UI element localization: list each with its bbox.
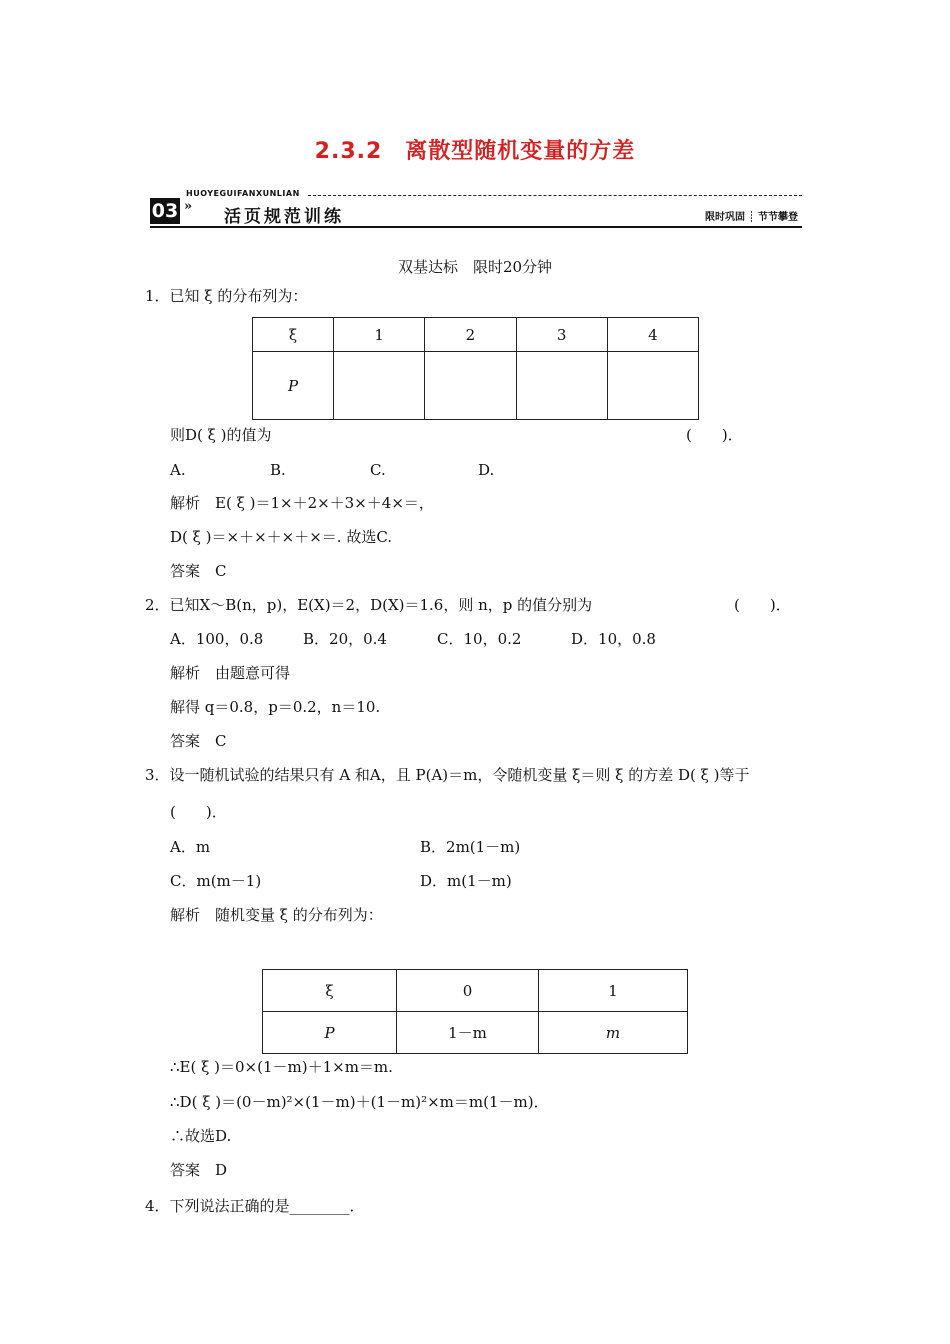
table-cell: 3 — [516, 318, 607, 352]
banner-heading: 活页规范训练 — [224, 207, 344, 227]
q3-solution-expectation: ∴E( ξ )＝0×(1－m)＋1×m＝m. — [170, 1058, 393, 1076]
banner-pinyin: HUOYEGUIFANXUNLIAN — [186, 189, 300, 198]
table-cell: m — [539, 1012, 688, 1054]
banner-tagline: 限时巩固 ┊ 节节攀登 — [705, 212, 798, 223]
table-cell: 1 — [539, 970, 688, 1012]
q1-answer: 答案 C — [170, 562, 227, 580]
q1-solution-line1: 解析 E( ξ )＝1×＋2×＋3×＋4×＝， — [170, 494, 434, 512]
table-cell: ξ — [263, 970, 397, 1012]
q3-option-d: D．m(1－m) — [420, 872, 512, 890]
q2-stem: 2．已知X～B(n，p)，E(X)＝2，D(X)＝1.6，则 n，p 的值分别为 — [145, 596, 593, 614]
q1-answer-paren: ( )． — [686, 426, 743, 444]
q3-distribution-table — [262, 969, 688, 1054]
q1-option-b: B. — [270, 461, 286, 479]
q1-option-a: A. — [170, 461, 186, 479]
section-banner — [150, 187, 802, 229]
table-cell — [425, 352, 516, 420]
q3-answer-paren: ( )． — [170, 803, 227, 821]
table-cell: 0 — [397, 970, 539, 1012]
q2-answer: 答案 C — [170, 732, 227, 750]
banner-rule — [150, 226, 802, 228]
q4-stem: 4．下列说法正确的是________． — [145, 1197, 365, 1215]
q3-solution-line1: 解析 随机变量 ξ 的分布列为： — [170, 906, 383, 924]
table-cell — [607, 352, 698, 420]
q1-stem: 1．已知 ξ 的分布列为： — [145, 287, 308, 305]
table-cell: 2 — [425, 318, 516, 352]
q2-option-d: D．10，0.8 — [571, 630, 656, 648]
q2-solution-line1: 解析 由题意可得 — [170, 664, 291, 682]
q2-answer-paren: ( )． — [734, 596, 791, 614]
double-chevron-icon: » — [184, 199, 193, 214]
section-subhead: 双基达标 限时20分钟 — [397, 258, 553, 276]
q3-solution-conclusion: ∴故选D. — [170, 1127, 232, 1145]
q3-option-b: B．2m(1－m) — [420, 838, 521, 856]
table-cell: P — [263, 1012, 397, 1054]
q3-solution-variance: ∴D( ξ )＝(0－m)²×(1－m)＋(1－m)²×m＝m(1－m)． — [170, 1093, 549, 1111]
q3-answer: 答案 D — [170, 1161, 228, 1179]
banner-dashed-line — [308, 195, 802, 196]
table-cell: P — [253, 352, 334, 420]
table-cell — [516, 352, 607, 420]
q1-distribution-table — [252, 317, 699, 420]
banner-number: 03 — [151, 200, 179, 222]
table-cell: 4 — [607, 318, 698, 352]
table-cell — [334, 352, 425, 420]
q1-option-c: C. — [370, 461, 386, 479]
q2-option-a: A．100，0.8 — [170, 630, 264, 648]
q3-option-a: A．m — [170, 838, 211, 856]
table-cell: ξ — [253, 318, 334, 352]
q1-solution-line2: D( ξ )＝×＋×＋×＋×＝. 故选C. — [170, 528, 393, 546]
page-title: 2.3.2 离散型随机变量的方差 — [314, 139, 636, 164]
table-cell: 1 — [334, 318, 425, 352]
table-cell: 1－m — [397, 1012, 539, 1054]
q2-option-b: B．20，0.4 — [303, 630, 387, 648]
q3-option-c: C．m(m－1) — [170, 872, 262, 890]
q1-option-d: D. — [478, 461, 495, 479]
q1-ask: 则D( ξ )的值为 — [170, 426, 272, 444]
q2-solution-line2: 解得 q＝0.8，p＝0.2，n＝10. — [170, 698, 381, 716]
q2-option-c: C．10，0.2 — [437, 630, 522, 648]
q3-stem: 3．设一随机试验的结果只有 A 和A，且 P(A)＝m，令随机变量 ξ＝则 ξ 的方差 D( ξ )等于 — [145, 766, 750, 784]
